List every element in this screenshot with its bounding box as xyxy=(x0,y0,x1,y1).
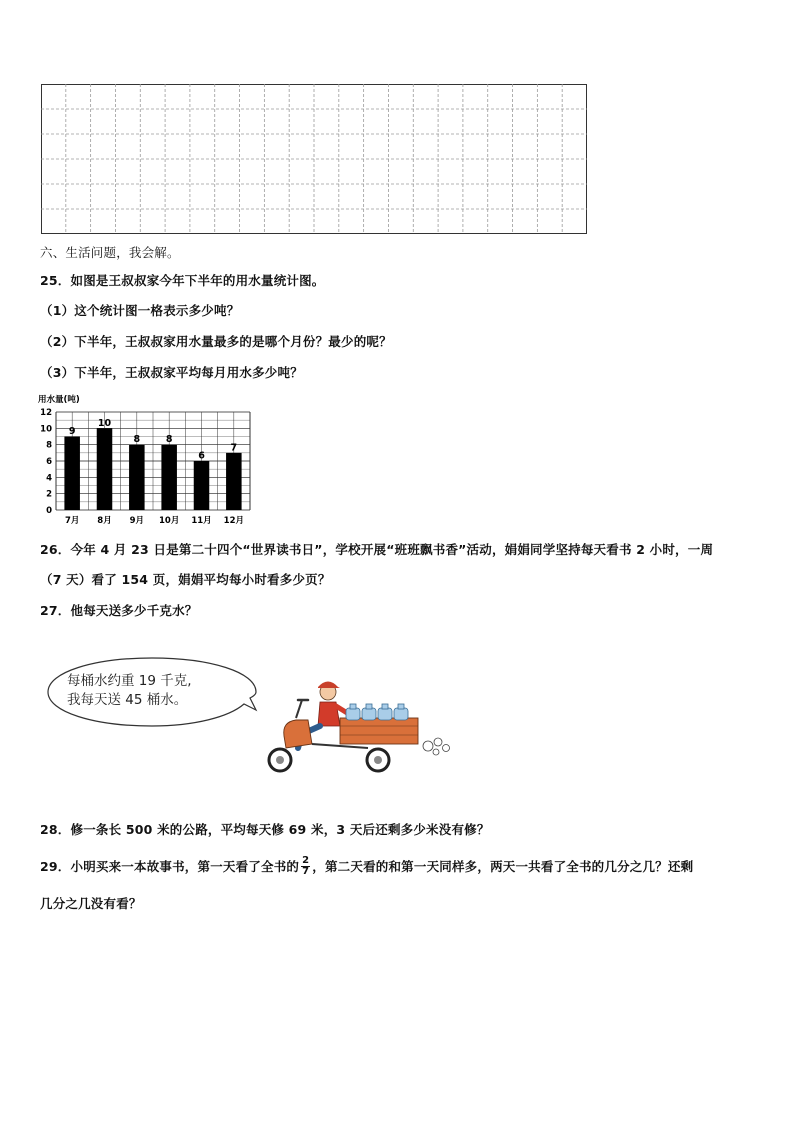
q25-sub2: （2）下半年，王叔叔家用水量最多的是哪个月份？最少的呢？ xyxy=(40,334,392,349)
chart-bar xyxy=(129,445,145,510)
writing-grid xyxy=(41,84,587,234)
chart-category-label: 8月 xyxy=(97,516,112,526)
delivery-tricycle-illustration xyxy=(262,678,462,778)
q26-line1: 26．今年 4 月 23 日是第二十四个“世界读书日”，学校开展“班班飘书香”活动，娟娟同学坚持每天看书 2 小时，一周 xyxy=(40,542,714,557)
chart-bar xyxy=(97,428,113,510)
chart-category-label: 7月 xyxy=(64,516,80,526)
q25-sub1: （1）这个统计图一格表示多少吨？ xyxy=(40,303,240,318)
chart-value-label: 9 xyxy=(68,426,76,437)
chart-ylabel: 用水量(吨) xyxy=(38,395,80,405)
chart-bar xyxy=(64,437,80,511)
chart-category-label: 10月 xyxy=(158,516,180,526)
bubble-text xyxy=(67,672,192,710)
q29-fraction-denominator: 7 xyxy=(302,866,310,877)
chart-ytick-label: 12 xyxy=(40,408,52,418)
q29-fraction xyxy=(301,856,310,877)
chart-value-label: 8 xyxy=(133,434,141,446)
chart-ytick-label: 2 xyxy=(46,489,52,500)
q29-line2: 几分之几没有看？ xyxy=(40,896,142,911)
chart-ytick-label: 10 xyxy=(40,424,52,435)
q29-part2: ，第二天看的和第一天同样多，两天一共看了全书的几分之几？还剩 xyxy=(312,858,694,874)
q28-stem: 28．修一条长 500 米的公路，平均每天修 69 米，3 天后还剩多少米没有修？ xyxy=(40,822,490,837)
bubble-line-1: 每桶水约重 19 千克, xyxy=(67,673,192,689)
chart-category-label: 12月 xyxy=(223,516,245,526)
section-title: 六、生活问题，我会解。 xyxy=(40,245,180,260)
chart-value-label: 10 xyxy=(97,417,112,429)
bubble-line-2: 我每天送 45 桶水。 xyxy=(67,692,188,708)
q27-stem: 27．他每天送多少千克水？ xyxy=(40,603,198,618)
chart-value-label: 6 xyxy=(198,450,205,462)
chart-value-label: 8 xyxy=(165,434,173,446)
q29-line1 xyxy=(40,856,693,877)
q29-part1: 29．小明买来一本故事书，第一天看了全书的 xyxy=(40,858,300,874)
chart-bar xyxy=(161,445,177,510)
chart-ytick-label: 4 xyxy=(46,473,52,484)
chart-category-label: 11月 xyxy=(191,516,212,526)
q25-sub3: （3）下半年，王叔叔家平均每月用水多少吨？ xyxy=(40,365,303,380)
chart-ytick-label: 8 xyxy=(46,440,52,451)
q29-fraction-numerator: 2 xyxy=(302,855,310,866)
chart-category-label: 9月 xyxy=(129,516,145,526)
chart-ytick-label: 0 xyxy=(46,506,52,516)
chart-bar xyxy=(226,453,242,510)
chart-bar xyxy=(194,461,210,510)
chart-ytick-label: 6 xyxy=(46,457,52,467)
q26-line2: （7 天）看了 154 页，娟娟平均每小时看多少页？ xyxy=(40,572,331,587)
water-usage-chart xyxy=(38,392,258,532)
chart-value-label: 7 xyxy=(230,442,238,454)
q25-stem: 25．如图是王叔叔家今年下半年的用水量统计图。 xyxy=(40,273,325,288)
